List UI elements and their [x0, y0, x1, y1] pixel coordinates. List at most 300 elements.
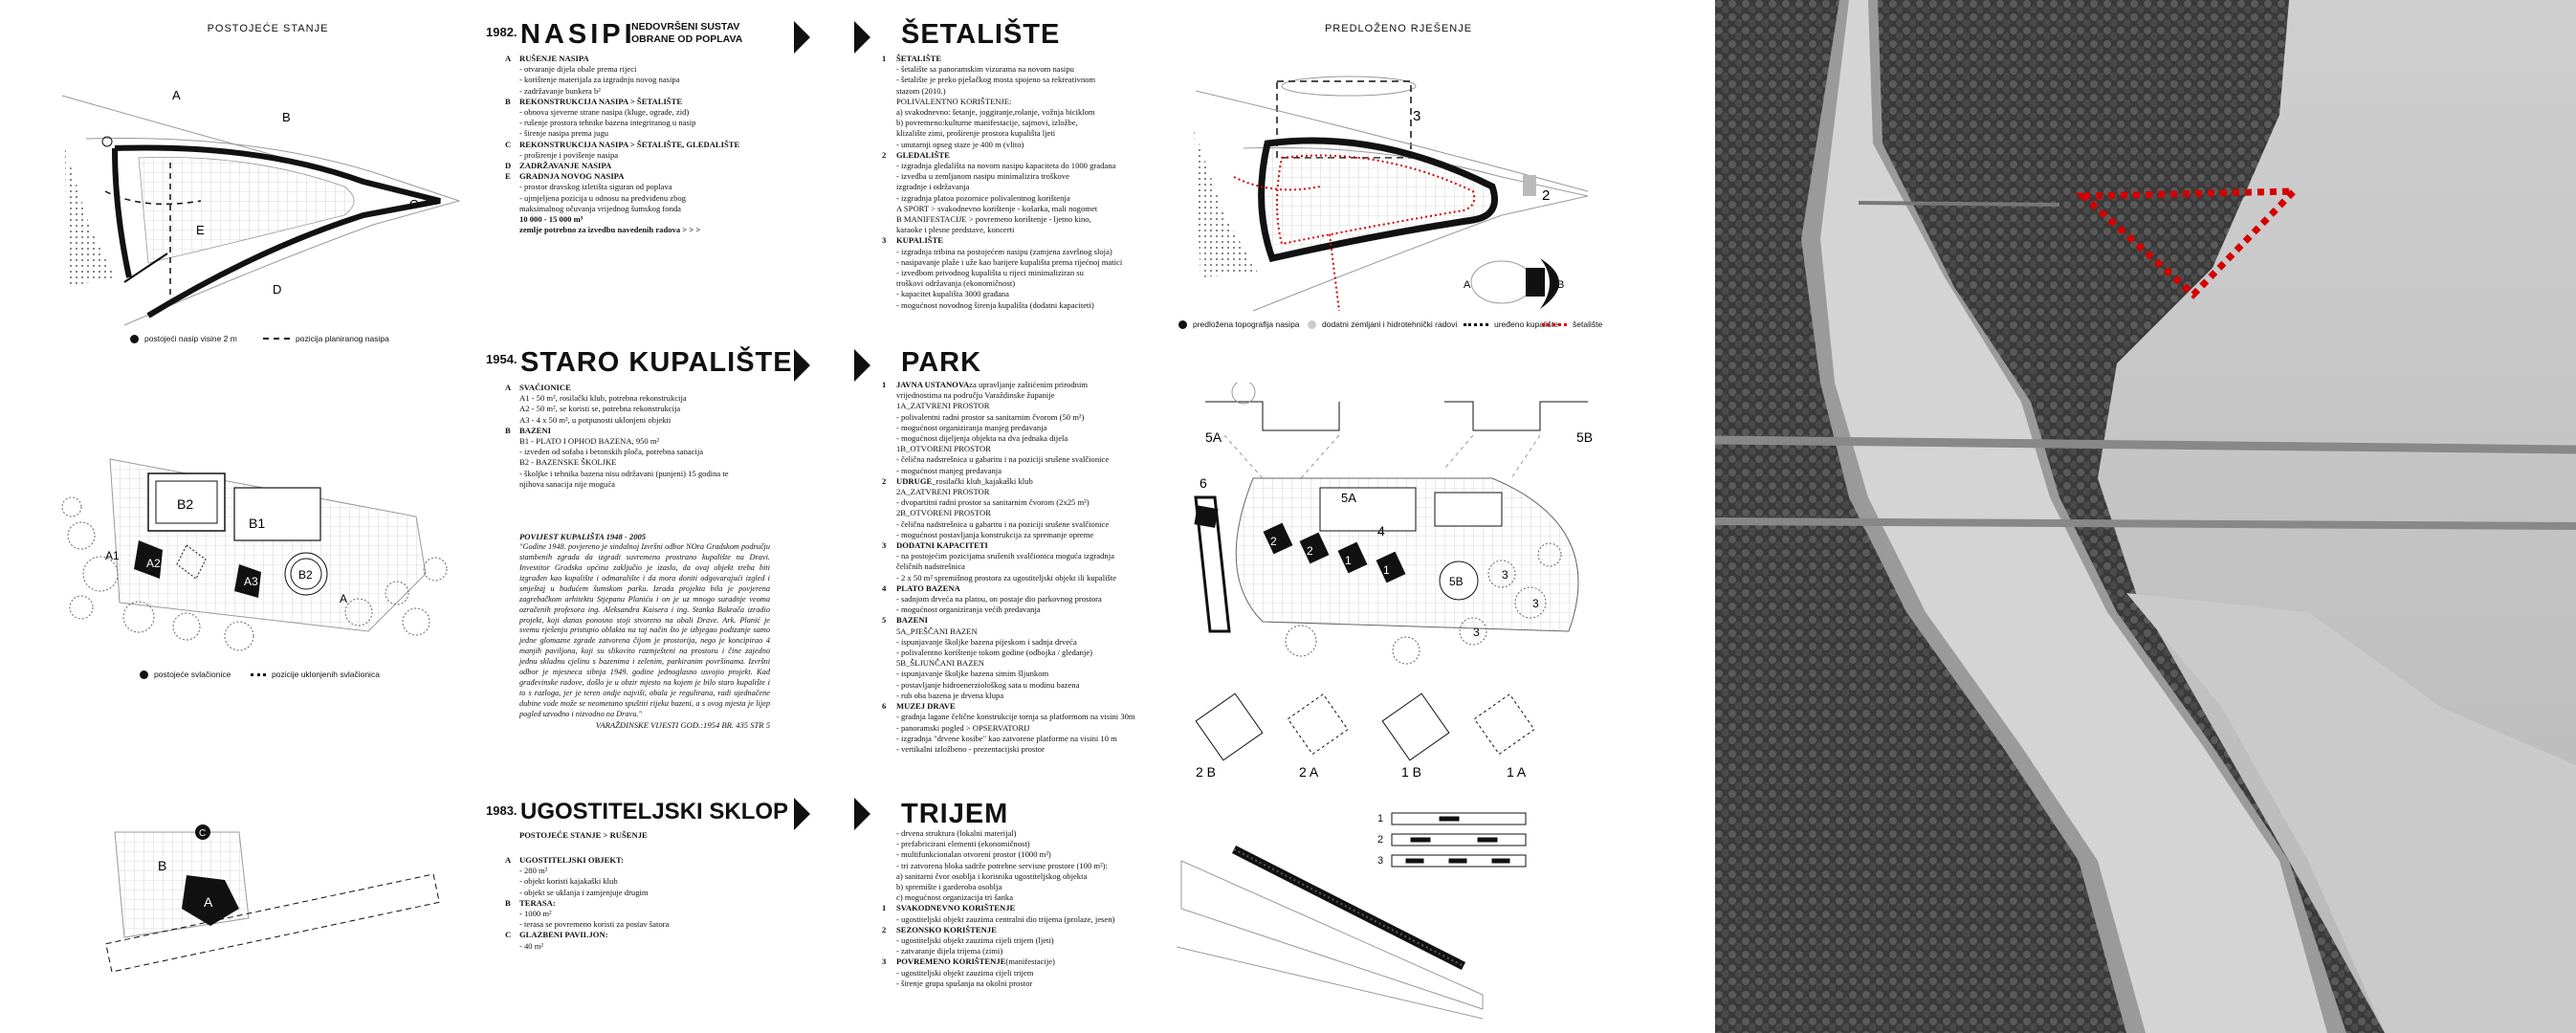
line-text: čeličnih nadstrešnica: [896, 561, 965, 572]
line-key: [882, 257, 896, 268]
line-text: - mogućnost postavljanja konstrukcija za spremanje opreme: [896, 529, 1094, 539]
line-text: - izvedba u zemljanom nasipu minimalizira troškove: [896, 171, 1069, 182]
line-key: [882, 573, 896, 583]
line-key: [882, 530, 896, 540]
text-line: [882, 712, 1159, 722]
text-line: [882, 561, 1159, 572]
text-line: [505, 404, 792, 414]
line-key: [882, 828, 896, 839]
legend-removed-label: pozicije uklonjenih svlačionica: [272, 670, 380, 679]
line-text: SVAKODNEVNO KORIŠTENJE: [896, 903, 1016, 913]
line-key: [505, 225, 519, 235]
line-text: UDRUGE: [896, 475, 933, 486]
line-text: POVREMENO KORIŠTENJE: [896, 956, 1006, 967]
text-line: [882, 956, 1159, 967]
ugostiteljski-title: UGOSTITELJSKI SKLOP: [520, 799, 789, 824]
line-text: - na postojećim pozicijama srušenih svalčionica moguća izgradnja: [896, 551, 1114, 561]
line-text: A SPORT > svakodnevno korištenje - košarka, mali nogomet: [896, 203, 1098, 213]
ugostiteljski-map: [96, 813, 450, 980]
line-text: - 40 m²: [519, 940, 544, 951]
text-line: [882, 508, 1159, 518]
line-text: B MANIFESTACIJE > povremeno korištenje - ljetno kino,: [896, 214, 1091, 225]
text-line: [882, 268, 1159, 278]
line-text: zemlje potrebno za izvedbu navedenih radova > > >: [519, 225, 701, 235]
line-key: [882, 734, 896, 744]
line-text: - terasa se povremeno koristi za postav šatora: [519, 919, 670, 930]
line-key: 1: [882, 380, 887, 389]
line-key: [505, 457, 519, 468]
line-key: [505, 118, 519, 128]
line-key: [882, 289, 896, 299]
ugostiteljski-subtitle: [519, 830, 648, 841]
park-label-5a: 5A: [1341, 491, 1356, 505]
text-line: [882, 914, 1159, 925]
line-text: c) mogućnost organizacija tri šanka: [896, 892, 1014, 903]
text-line: [882, 734, 1159, 744]
line-key: [882, 669, 896, 679]
line-text: - proširenje i povišenje nasipa: [519, 149, 619, 160]
line-key: [882, 712, 896, 722]
text-line: [882, 278, 1159, 289]
line-text: - čelična nadstrešnica u gabaritu i na poziciji srušene svalčionice: [896, 518, 1110, 529]
line-key: [505, 436, 519, 447]
line-key: [882, 412, 896, 423]
kupaliste-year: 1954.: [486, 352, 517, 366]
line-key: [882, 497, 896, 508]
line-text: 2A_ZATVRENI PROSTOR: [896, 487, 990, 497]
text-line: [882, 583, 1159, 594]
line-text: UGOSTITELJSKI OBJEKT:: [519, 855, 624, 865]
line-key: [882, 723, 896, 734]
line-text: - šetalište je preko pješačkog mosta spojeno sa rekreativnom: [896, 75, 1096, 85]
text-line: [882, 118, 1159, 128]
line-text: - izvedbom privodnog kupališta u rijeci minimaliziran su: [896, 268, 1084, 278]
line-key: [505, 204, 519, 214]
park-label-2a: 2: [1270, 535, 1277, 548]
line-key: [505, 150, 519, 161]
line-text: - ispunjavanje školjke bazena pijeskom i sadnja drveća: [896, 636, 1077, 647]
text-line: [505, 225, 792, 235]
text-line: [882, 225, 1159, 235]
line-text: izgradnje i održavanja: [896, 182, 970, 192]
park-label-3b: 3: [1532, 597, 1539, 610]
text-line: [505, 182, 792, 192]
line-key: [882, 691, 896, 701]
history-text: "Godine 1948. povjereno je sindalnoj Izvršni odbor NOra Gradskom području stambenih zgrada da izgradi suvremeno prostrano kupalište na Dravi. Investitor Gradska općina zaključio je izaslo, da ovaj objekt treba biti izgrađen kao kupalište i odmaralište i da mora doniti odgovarajući izgled i smještaj u budućem šumskom parku. Izrada projekta bila je povjerena zagrebačkom arhitektu Stjepanu Planiću i on je uz mnogo suradnje veoma ozračenih profesora ing. Aleksandra Kaisera i ing. Stanka Bakračа izradio projekt, koji danas ponosno stoji stvoreno na obali Drave. Ark. Planić je svemu rješenju pristupio oblakta na taj način što je izbjegao podizanje samo jedne glomazne zgrade zatvorena čijom je prostorija, nego je koncipirao 4 manjih paviljona, koji su slikovito razmješteni na prostoru i čine zajedno jednu skladnu cjelinu s bazenima i zelenim, parkiranim površinama. Izvršni odbor je mjesneca sibnja 1949. godine jednoglasno usvojio projekt. Kad građevinske radove, došlo je u obzir mjesto na kojem je bilo staro kupalište i to s razloga, jer je teren ondje najviši, obala je regulirana, radi ujednačene dubine vode može se neometano spuštiti rijeka bazeni, a s ovog mjesta je lijep pogled uzvodno i nizvodno na Dravu.": [519, 542, 770, 718]
line-text: - kapacitet kupališta 3000 građana: [896, 289, 1009, 299]
nasip-map-label-c: C: [409, 197, 419, 211]
text-line: [505, 469, 792, 479]
line-key: 1: [882, 54, 887, 63]
line-text: 1B_OTVORENI PROSTOR: [896, 444, 991, 454]
line-key: 2: [882, 475, 887, 486]
legend-earth-label: dodatni zemljani i hidrotehnički radovi: [1322, 319, 1458, 329]
kup-label-a3: A3: [244, 575, 258, 588]
line-key: [882, 561, 896, 572]
trijem-title: TRIJEM: [901, 799, 1009, 829]
line-key: 3: [882, 235, 887, 246]
legend-planned: [263, 334, 389, 343]
line-key: [505, 107, 519, 118]
line-text: - širenje nasipa prema jugu: [519, 128, 609, 139]
line-text: B1 - PLATO I OPHOD BAZENA, 950 m²: [519, 436, 660, 447]
line-text: JAVNA USTANOVA: [896, 380, 970, 389]
kupaliste-history: [519, 532, 770, 731]
text-line: [882, 412, 1159, 423]
kup-label-a1: A1: [105, 549, 120, 562]
line-text: KUPALIŠTE: [896, 235, 944, 246]
prop-label-a: A: [1464, 279, 1471, 291]
line-text: - vertikalni izložbeno - prezentacijski prostor: [896, 743, 1045, 754]
text-line: [505, 457, 792, 468]
legend-nasip: [130, 334, 237, 343]
line-key: [505, 447, 519, 457]
line-text: - mogućnost dijeljenja objekta na dva jednaka dijela: [896, 433, 1068, 444]
line-text: - postavljanje hidroenerziološkog sata u modinu bazena: [896, 679, 1080, 690]
park-label-3c: 3: [1473, 626, 1480, 639]
text-line: [882, 300, 1159, 311]
text-line: [882, 193, 1159, 204]
line-text: 5B_ŠLJUNČANI BAZEN: [896, 658, 984, 669]
text-line: [882, 75, 1159, 85]
line-key: [882, 968, 896, 978]
text-line: [505, 909, 792, 919]
legend-topo: [1178, 319, 1300, 329]
line-key: [505, 876, 519, 887]
line-key: 2: [882, 149, 887, 160]
line-text: - rub oba bazena je drvena klupa: [896, 690, 1004, 700]
aerial-photo: [1715, 0, 2576, 1033]
text-line: [882, 648, 1159, 658]
line-key: D: [505, 161, 512, 171]
line-text: - dvopartitni radni prostor sa sanitarnim čvorom (2x25 m²): [896, 497, 1090, 508]
text-line: [882, 573, 1159, 583]
line-text: vrijednostima na području Varaždinske županije: [896, 390, 1055, 401]
line-text: b) povremeno:kulturne manifestacije, sajmovi, izložbe,: [896, 118, 1078, 128]
line-text: A1 - 50 m², rosilački klub, potrebna rekonstrukcija: [519, 393, 687, 404]
line-text: GRADNJA NOVOG NASIPA: [519, 171, 625, 182]
ugostiteljski-arrow-icon: [794, 798, 810, 830]
park-small-2a: 2 A: [1299, 764, 1319, 780]
legend-walk: [1542, 319, 1602, 329]
text-line: [882, 214, 1159, 225]
park-small-2b: 2 B: [1196, 764, 1217, 780]
park-label-6: 6: [1200, 475, 1207, 491]
line-text: - zadržavanje bunkera b²: [519, 85, 601, 96]
line-text: - izgradnja gledališta na novom nasipu kapaciteta do 1000 gradana: [896, 161, 1116, 171]
text-line: [882, 701, 1159, 712]
line-key: [882, 182, 896, 192]
text-line: [882, 247, 1159, 257]
legend-planned-label: pozicija planiranog nasipa: [296, 334, 389, 343]
line-key: [882, 744, 896, 755]
line-text: - rušenje prostora tehnike bazena integriranog u nasip: [519, 118, 696, 128]
nasip-map-label-b: B: [282, 110, 291, 124]
line-text: - otvaranje dijela obale prema rijeci: [519, 64, 637, 75]
text-line: [882, 86, 1159, 97]
line-text: - multifunkcionalan otvoreni prostor (1000 m²): [896, 849, 1051, 860]
kupaliste-text: [505, 383, 792, 490]
legend-dash-icon: [263, 338, 290, 340]
line-key: [505, 888, 519, 898]
line-key: [505, 64, 519, 75]
line-key: [882, 861, 896, 871]
line-key: [882, 390, 896, 401]
nasipi-subtitle-1: NEDOVRŠENI SUSTAV: [631, 21, 740, 33]
line-text: maksimalnog očuvanja vrijednog šumskog fonda: [519, 203, 681, 213]
text-line: [882, 128, 1159, 139]
line-key: [882, 300, 896, 311]
line-key: [882, 487, 896, 497]
line-text: B2 - BAZENSKE ŠKOLJKE: [519, 457, 617, 468]
line-key: [505, 404, 519, 414]
park-label-3a: 3: [1502, 568, 1508, 582]
park-label-2b: 2: [1307, 544, 1313, 558]
text-line: [505, 214, 792, 225]
park-label-5b: 5B: [1449, 575, 1464, 588]
line-text: A3 - 4 x 50 m², u potpunosti uklonjeni objekti: [519, 414, 672, 425]
text-line: [505, 107, 792, 118]
text-line: [882, 946, 1159, 956]
trijem-row-1: 1: [1377, 813, 1384, 824]
line-text: troškovi održavanja (ekonomičnost): [896, 278, 1016, 289]
line-text: - ugostiteljski objekt zauzima cijeli trijem (ljeti): [896, 935, 1054, 946]
text-line: [882, 182, 1159, 192]
line-text: TERASA:: [519, 897, 556, 908]
text-line: [505, 86, 792, 97]
line-key: [882, 247, 896, 257]
kupaliste-existing-map: [53, 450, 464, 665]
line-key: [505, 86, 519, 97]
text-line: [882, 97, 1159, 107]
text-line: [882, 723, 1159, 734]
line-key: [505, 866, 519, 876]
park-label-1b: 1: [1383, 563, 1390, 577]
line-key: [882, 914, 896, 925]
line-text: - panoramski pogled > OPSERVATORIJ: [896, 722, 1030, 733]
line-text: - objekt koristi kajakaški klub: [519, 876, 618, 887]
text-line: [882, 903, 1159, 913]
line-key: [505, 919, 519, 930]
trijem-arrow-icon: [854, 798, 870, 830]
line-text: - čelična nadstrešnica u gabaritu i na poziciji srušene svalčionice: [896, 454, 1110, 465]
line-key: 5: [882, 615, 887, 626]
legend-beach-label: uređeno kupalište: [1494, 319, 1559, 329]
line-key: [882, 935, 896, 946]
history-title: POVIJEST KUPALIŠTA 1948 - 2005: [519, 532, 647, 541]
line-key: [882, 978, 896, 989]
park-label-5a-section: 5A: [1205, 429, 1222, 445]
line-key: [882, 107, 896, 118]
text-line: [882, 487, 1159, 497]
line-key: [882, 423, 896, 433]
text-line: [882, 935, 1159, 946]
text-line: [882, 454, 1159, 465]
line-key: [882, 75, 896, 85]
text-line: [882, 289, 1159, 299]
text-line: [882, 604, 1159, 615]
text-line: [882, 235, 1159, 246]
text-line: [882, 637, 1159, 648]
text-line: [505, 75, 792, 85]
line-key: E: [505, 171, 511, 182]
text-line: [882, 54, 1159, 64]
line-key: [882, 658, 896, 669]
line-text: 1A_ZATVRENI PROSTOR: [896, 401, 990, 411]
line-text: - ispunjavanje školjke bazena sitnim šljunkom: [896, 669, 1049, 679]
nasip-map-label-d: D: [273, 282, 282, 297]
text-line: [882, 594, 1159, 604]
legend-topo-label: predložena topografija nasipa: [1193, 319, 1300, 329]
line-text: karaoke i plesne predstave, koncerti: [896, 225, 1015, 235]
legend-dotted-icon: [251, 673, 266, 676]
line-key: [882, 140, 896, 150]
trijem-text: [882, 828, 1159, 989]
text-line: [882, 925, 1159, 935]
line-text: - korištenje materijala za izgradnju novog nasipa: [519, 75, 680, 85]
text-line: [882, 882, 1159, 892]
line-key: [882, 454, 896, 465]
text-line: [505, 171, 792, 182]
line-key: [882, 444, 896, 454]
trijem-diagram: [1177, 803, 1597, 1023]
legend-dot-icon: [130, 335, 139, 343]
kup-label-b1: B1: [249, 516, 266, 531]
text-line: [505, 161, 792, 171]
line-text: - prostor dravskog izletišta siguran od poplava: [519, 182, 672, 192]
text-line: [882, 551, 1159, 561]
setaliste-arrow-icon: [854, 21, 870, 54]
text-line: [882, 390, 1159, 401]
line-text: MUZEJ DRAVE: [896, 701, 956, 712]
text-line: [882, 257, 1159, 268]
line-text: - unutarnji opseg staze je 400 m (vlito): [896, 139, 1024, 149]
line-key: B: [505, 96, 511, 106]
line-text: - zatvaranje dijela trijema (zimi): [896, 946, 1003, 956]
kupaliste-arrow-icon: [794, 349, 810, 382]
text-line: [882, 615, 1159, 626]
line-text: ZADRŽAVANJE NASIPA: [519, 161, 612, 171]
line-text: A2 - 50 m², se koristi se, potrebna rekonstrukcija: [519, 404, 681, 414]
text-line: [882, 861, 1159, 871]
line-text: - 280 m²: [519, 866, 548, 876]
text-line: [505, 140, 792, 150]
line-key: [505, 128, 519, 139]
park-label-1a: 1: [1345, 554, 1352, 567]
ug-label-c: C: [199, 828, 207, 839]
line-key: [882, 519, 896, 530]
text-line: [505, 426, 792, 436]
park-arrow-icon: [854, 349, 870, 382]
line-key: [882, 946, 896, 956]
text-line: [882, 892, 1159, 903]
park-map: [1186, 383, 1607, 784]
line-key: [505, 214, 519, 225]
line-key: [882, 161, 896, 171]
line-key: C: [505, 930, 512, 940]
line-rest: (manifestacije): [1005, 956, 1055, 967]
line-key: [505, 393, 519, 404]
text-line: [505, 941, 792, 952]
line-key: [882, 97, 896, 107]
kup-label-b2: B2: [177, 496, 194, 512]
ug-label-b: B: [158, 858, 167, 873]
line-key: [882, 626, 896, 637]
text-line: [882, 466, 1159, 476]
text-line: [505, 930, 792, 940]
text-line: [505, 866, 792, 876]
line-key: A: [505, 54, 512, 63]
line-key: [882, 839, 896, 849]
line-text: ŠETALIŠTE: [896, 54, 942, 63]
line-text: SEZONSKO KORIŠTENJE: [896, 924, 997, 934]
line-text: RUŠENJE NASIPA: [519, 54, 589, 63]
line-text: - polivalentno korištenje tokom godine (odbojka / gledanje): [896, 648, 1093, 658]
line-text: 5A_PJEŠČANI BAZEN: [896, 626, 978, 636]
line-key: 3: [882, 540, 887, 551]
ugostiteljski-text: [505, 855, 792, 952]
line-text: - izgradnja "drvene kosibe" kao zatvorene platforme na visini 10 m: [896, 733, 1117, 743]
line-text: - izgradnja platoa pozornice polivalentnog korištenja: [896, 192, 1070, 203]
line-key: [505, 479, 519, 490]
text-line: [882, 669, 1159, 679]
text-line: [505, 919, 792, 930]
text-line: [505, 888, 792, 898]
line-text: BAZENI: [519, 425, 551, 435]
ugostiteljski-year: 1983.: [486, 803, 517, 818]
text-line: [882, 433, 1159, 444]
trijem-row-2: 2: [1377, 834, 1384, 846]
line-key: 4: [882, 582, 887, 593]
line-key: [882, 193, 896, 204]
line-key: B: [505, 897, 511, 908]
line-key: [882, 604, 896, 615]
line-key: A: [505, 383, 512, 392]
legend-black-dots-icon: [1464, 323, 1488, 326]
text-line: [882, 444, 1159, 454]
line-key: [505, 182, 519, 192]
setaliste-text: [882, 54, 1159, 311]
text-line: [882, 680, 1159, 691]
text-line: [505, 150, 792, 161]
text-line: [505, 415, 792, 426]
text-line: [505, 54, 792, 64]
nasip-map-label-e: E: [196, 223, 205, 237]
prop-label-3: 3: [1413, 108, 1421, 124]
text-line: [505, 383, 792, 393]
text-line: [505, 479, 792, 490]
park-label-4: 4: [1377, 523, 1385, 538]
line-text: b) spremište i garderoba osoblja: [896, 882, 1002, 892]
text-line: [882, 380, 1159, 390]
line-text: - prefabricirani elementi (ekonomičnost): [896, 839, 1030, 849]
text-line: [505, 118, 792, 128]
line-text: - mogućnost organiziranja većih predavanja: [896, 604, 1041, 615]
line-key: [882, 86, 896, 97]
setaliste-title: ŠETALIŠTE: [901, 19, 1061, 50]
proposed-map: [1186, 62, 1607, 320]
line-key: [882, 225, 896, 235]
line-text: - 1000 m²: [519, 909, 552, 919]
text-line: [505, 128, 792, 139]
line-text: - školjke i tehnika bazena nisu održavani (punjeni) 15 godina te: [519, 468, 729, 478]
legend-svlac-label: postojeće svlačionice: [154, 670, 231, 679]
line-key: [882, 64, 896, 75]
line-text: PLATO BAZENA: [896, 582, 960, 593]
line-key: [882, 849, 896, 860]
line-text: - ugostiteljski objekt zauzima centralni dio trijema (prolaze, jesen): [896, 913, 1115, 924]
text-line: [882, 401, 1159, 411]
